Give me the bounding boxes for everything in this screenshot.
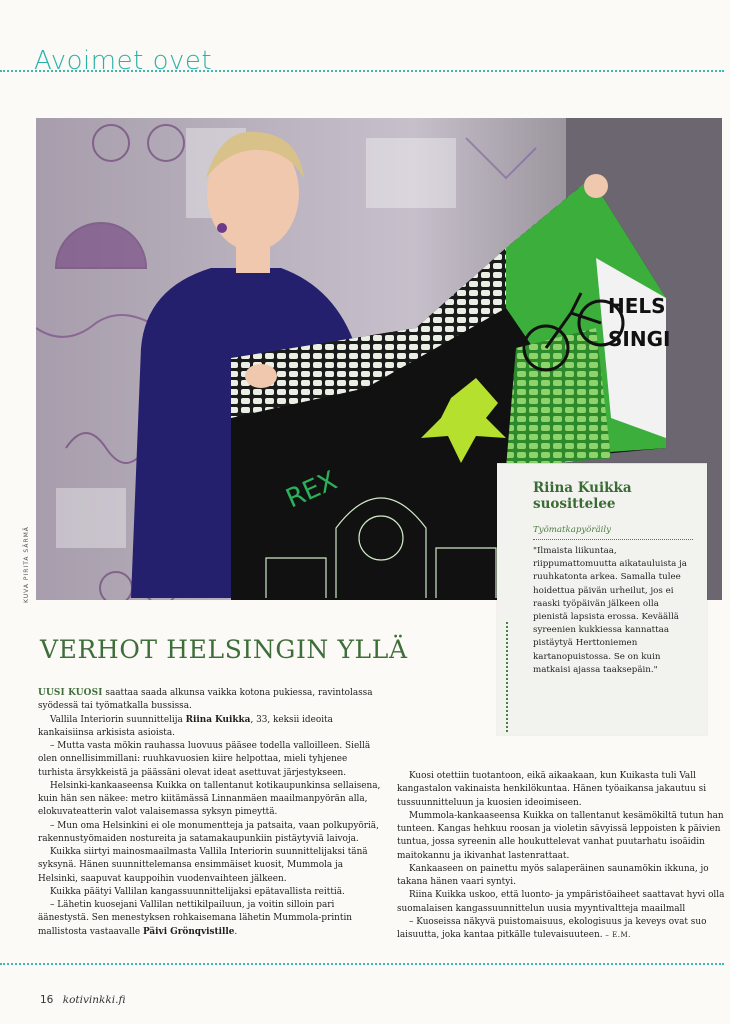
sidebar-side-dots	[506, 622, 508, 732]
paragraph: – Kuoseissa näkyvä puistomaisuus, ekologisuus ja keveys ovat suo laisuutta, joka kantaa pitkälle tulevaisuuteen. – E.M.	[397, 916, 707, 940]
top-dotted-rule	[0, 70, 724, 72]
author-signature: – E.M.	[605, 931, 631, 939]
paragraph: Vallila Interiorin suunnittelija Riina Kuikka, 33, keksii ideoita kankaisiinsa arkisista asioista.	[38, 714, 333, 738]
article-column-2	[397, 770, 726, 942]
paragraph: Kankaaseen on painettu myös salaperäinen saunamökin ikkuna, jo takana hänen vaari syntyi.	[397, 863, 709, 887]
fabric-text-singi: SINGI	[608, 327, 671, 351]
sidebar-subtitle: Työmatkapyöräily	[533, 525, 611, 535]
article-column-1	[38, 687, 384, 939]
paragraph: – Mun oma Helsinkini ei ole monumentteja ja patsaita, vaan polkupyöriä, rakennustyömaiden nostureita ja satamakaupunkiin pistäytyviä laivoja.	[38, 820, 379, 844]
footer-site[interactable]: kotivinkki.fi	[62, 994, 126, 1006]
paragraph: Riina Kuikka uskoo, että luonto- ja ympäristöaiheet saattavat hyvi olla suomalaisen kangassuunnittelun uusia myyntivaltteja maailmall	[397, 890, 725, 914]
paragraph: Mummola-kankaaseensa Kuikka on tallentanut kesämökiltä tutun han tunteen. Kangas hehkuu roosan ja violetin sävyissä leppoisten k päivien tuntua, jossa syreenin alle houkuttelevat vanhat puutarhatu isoäidin maitokannu ja ikivanhat lastenrattaat.	[397, 810, 724, 861]
fabric-text-rex: REX	[281, 465, 342, 515]
section-title: Avoimet ovet	[34, 46, 213, 76]
fabric-text-hels: HELS	[608, 294, 666, 318]
paragraph: Helsinki-kankaaseensa Kuikka on tallentanut kotikaupunkinsa sellaisena, kuin hän sen näkee: metro kiitämässä Linnanmäen maailmanpyörän alla, elokuvateatterin valot valaisemassa syksyn pimeyttä.	[38, 780, 381, 818]
paragraph: Kuikka päätyi Vallilan kangassuunnittelijaksi epätavallista reittiä.	[50, 886, 345, 897]
photo-credit: KUVA PIRITA SÄRMÄ	[23, 526, 30, 603]
page-footer	[40, 994, 125, 1006]
paragraph: – Mutta vasta mökin rauhassa luovuus pääsee todella valloilleen. Siellä olen onnellisimmillani: ruuhkavuosien kiire helpottaa, mieli tyhjenee turhista ärsykkeistä ja päässäni olevat ideat asettuvat järjestykseen.	[38, 741, 371, 778]
page-number: 16	[40, 994, 54, 1006]
paragraph: – Lähetin kuosejani Vallilan nettikilpailuun, ja voitin silloin pari äänestystä. Sen menestyksen rohkaisemana lähetin Mummola-printin mallistosta vastaavalle Päivi Grönqvistille.	[38, 900, 352, 937]
sidebar-title: Riina Kuikka suosittelee	[533, 480, 632, 512]
paragraph: Kuikka siirtyi mainosmaailmasta Vallila Interiorin suunnittelijaksi tänä syksynä. Hänen suunnittelemansa ensimmäiset kuosit, Mummola ja Helsinki, saapuvat kauppoihin vuodenvaihteen jälkeen.	[38, 847, 368, 884]
sidebar-text: "Ilmaista liikuntaa, riippumattomuutta aikatauluista ja ruuhkatonta arkea. Samalla tulee hoidettua päivän urheilut, jos ei raaski työpäivän jälkeen olla pienistä lapsista erossa. Keväällä syreenien kukkiessa kannattaa pistäytyä Herttoniemen kartanopuistossa. Se on kuin matkaisi ajassa taaksepäin."	[533, 546, 687, 675]
lead-paragraph: UUSI KUOSI saattaa saada alkunsa vaikka kotona pukiessa, ravintolassa syödessä tai työmatkalla bussissa.	[38, 688, 373, 712]
paragraph: Kuosi otettiin tuotantoon, eikä aikaakaan, kun Kuikasta tuli Vall kangastalon vakinaista henkilökuntaa. Hänen työaikansa jakautuu si tussuunnitteluun ja kuosien ideoimiseen.	[397, 771, 707, 808]
bottom-dotted-rule	[0, 963, 724, 965]
sidebar-box	[497, 463, 707, 735]
sidebar-dotted-rule	[533, 539, 693, 540]
headline: VERHOT HELSINGIN YLLÄ	[40, 635, 408, 664]
